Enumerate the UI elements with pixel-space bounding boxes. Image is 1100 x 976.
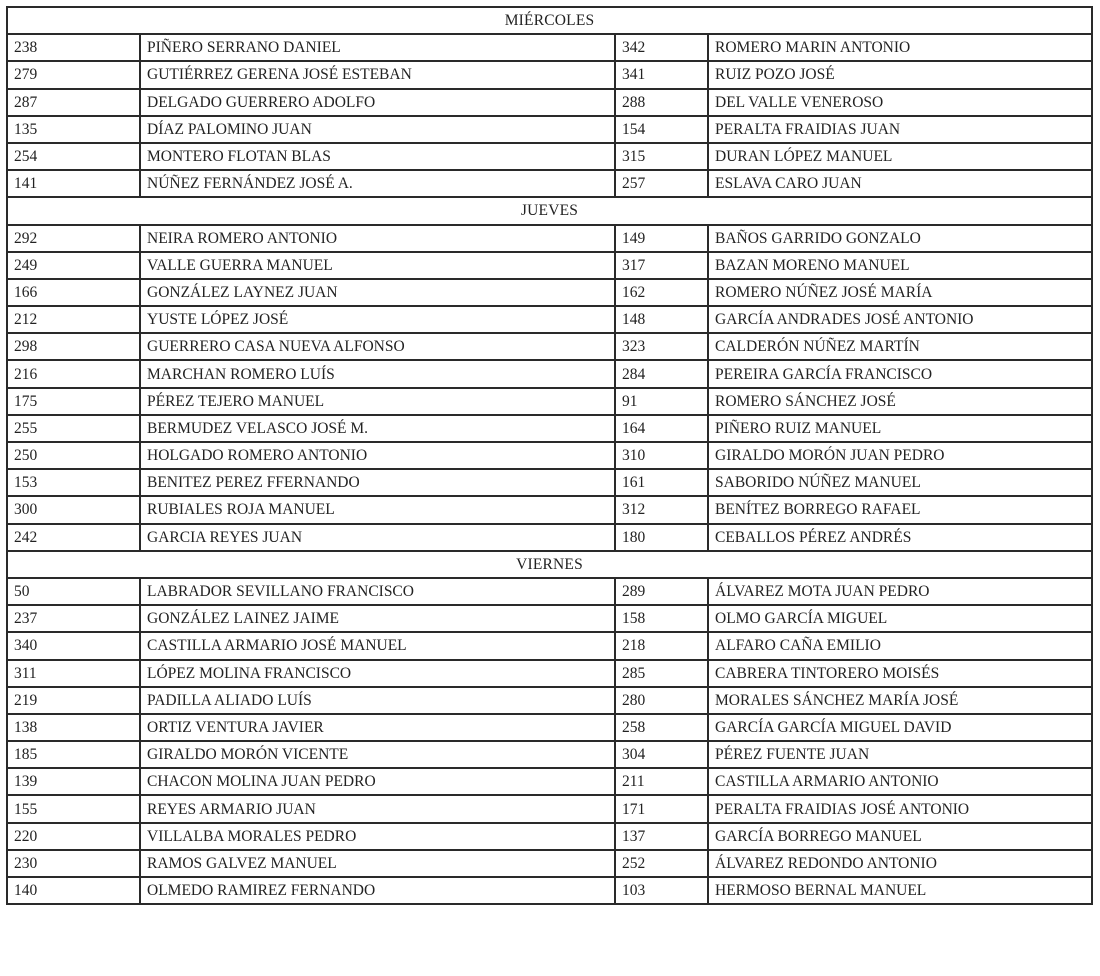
right-number-cell: 284	[615, 360, 708, 387]
left-name-cell: GONZÁLEZ LAYNEZ JUAN	[140, 279, 615, 306]
table-row	[7, 388, 1092, 415]
left-name-cell: RUBIALES ROJA MANUEL	[140, 496, 615, 523]
right-number-cell: 158	[615, 605, 708, 632]
left-number-cell: 220	[7, 823, 140, 850]
right-name-cell: PEREIRA GARCÍA FRANCISCO	[708, 360, 1092, 387]
right-name-cell: MORALES SÁNCHEZ MARÍA JOSÉ	[708, 687, 1092, 714]
right-name-cell: PERALTA FRAIDIAS JUAN	[708, 116, 1092, 143]
left-number-cell: 287	[7, 89, 140, 116]
right-name-cell: OLMO GARCÍA MIGUEL	[708, 605, 1092, 632]
table-row	[7, 61, 1092, 88]
left-name-cell: GARCIA REYES JUAN	[140, 524, 615, 551]
left-name-cell: MONTERO FLOTAN BLAS	[140, 143, 615, 170]
day-header: MIÉRCOLES	[7, 7, 1092, 34]
day-header-row	[7, 197, 1092, 224]
left-name-cell: HOLGADO ROMERO ANTONIO	[140, 442, 615, 469]
table-row	[7, 360, 1092, 387]
table-row	[7, 877, 1092, 904]
right-number-cell: 180	[615, 524, 708, 551]
right-name-cell: GARCÍA BORREGO MANUEL	[708, 823, 1092, 850]
table-row	[7, 442, 1092, 469]
right-name-cell: DURAN LÓPEZ MANUEL	[708, 143, 1092, 170]
right-number-cell: 154	[615, 116, 708, 143]
table-row	[7, 768, 1092, 795]
left-number-cell: 219	[7, 687, 140, 714]
right-name-cell: ALFARO CAÑA EMILIO	[708, 632, 1092, 659]
table-row	[7, 496, 1092, 523]
right-number-cell: 218	[615, 632, 708, 659]
right-number-cell: 161	[615, 469, 708, 496]
right-name-cell: DEL VALLE VENEROSO	[708, 89, 1092, 116]
right-number-cell: 323	[615, 333, 708, 360]
table-row	[7, 632, 1092, 659]
right-name-cell: ROMERO MARIN ANTONIO	[708, 34, 1092, 61]
left-name-cell: OLMEDO RAMIREZ FERNANDO	[140, 877, 615, 904]
left-name-cell: ORTIZ VENTURA JAVIER	[140, 714, 615, 741]
table-row	[7, 225, 1092, 252]
right-number-cell: 288	[615, 89, 708, 116]
left-number-cell: 140	[7, 877, 140, 904]
table-row	[7, 741, 1092, 768]
right-name-cell: PIÑERO RUIZ MANUEL	[708, 415, 1092, 442]
left-number-cell: 255	[7, 415, 140, 442]
left-name-cell: VALLE GUERRA MANUEL	[140, 252, 615, 279]
left-name-cell: BERMUDEZ VELASCO JOSÉ M.	[140, 415, 615, 442]
left-name-cell: PIÑERO SERRANO DANIEL	[140, 34, 615, 61]
roster-body	[7, 7, 1092, 904]
right-number-cell: 103	[615, 877, 708, 904]
table-row	[7, 89, 1092, 116]
left-number-cell: 250	[7, 442, 140, 469]
right-number-cell: 317	[615, 252, 708, 279]
left-name-cell: GIRALDO MORÓN VICENTE	[140, 741, 615, 768]
left-number-cell: 298	[7, 333, 140, 360]
right-number-cell: 285	[615, 660, 708, 687]
left-number-cell: 300	[7, 496, 140, 523]
table-row	[7, 687, 1092, 714]
right-name-cell: GIRALDO MORÓN JUAN PEDRO	[708, 442, 1092, 469]
left-number-cell: 242	[7, 524, 140, 551]
table-row	[7, 524, 1092, 551]
right-number-cell: 312	[615, 496, 708, 523]
left-name-cell: NEIRA ROMERO ANTONIO	[140, 225, 615, 252]
right-name-cell: CASTILLA ARMARIO ANTONIO	[708, 768, 1092, 795]
right-number-cell: 171	[615, 795, 708, 822]
left-number-cell: 212	[7, 306, 140, 333]
left-number-cell: 141	[7, 170, 140, 197]
right-number-cell: 257	[615, 170, 708, 197]
left-number-cell: 185	[7, 741, 140, 768]
right-number-cell: 252	[615, 850, 708, 877]
right-number-cell: 137	[615, 823, 708, 850]
table-row	[7, 605, 1092, 632]
right-name-cell: ROMERO SÁNCHEZ JOSÉ	[708, 388, 1092, 415]
left-name-cell: PÉREZ TEJERO MANUEL	[140, 388, 615, 415]
right-name-cell: ESLAVA CARO JUAN	[708, 170, 1092, 197]
right-number-cell: 341	[615, 61, 708, 88]
left-number-cell: 254	[7, 143, 140, 170]
left-name-cell: CHACON MOLINA JUAN PEDRO	[140, 768, 615, 795]
left-number-cell: 135	[7, 116, 140, 143]
table-row	[7, 823, 1092, 850]
roster-table	[6, 6, 1093, 905]
right-name-cell: GARCÍA ANDRADES JOSÉ ANTONIO	[708, 306, 1092, 333]
right-number-cell: 149	[615, 225, 708, 252]
table-row	[7, 116, 1092, 143]
right-name-cell: CALDERÓN NÚÑEZ MARTÍN	[708, 333, 1092, 360]
table-row	[7, 850, 1092, 877]
left-name-cell: PADILLA ALIADO LUÍS	[140, 687, 615, 714]
left-number-cell: 50	[7, 578, 140, 605]
right-name-cell: PÉREZ FUENTE JUAN	[708, 741, 1092, 768]
right-name-cell: CEBALLOS PÉREZ ANDRÉS	[708, 524, 1092, 551]
right-number-cell: 289	[615, 578, 708, 605]
right-name-cell: BENÍTEZ BORREGO RAFAEL	[708, 496, 1092, 523]
left-number-cell: 237	[7, 605, 140, 632]
right-name-cell: ROMERO NÚÑEZ JOSÉ MARÍA	[708, 279, 1092, 306]
left-name-cell: DÍAZ PALOMINO JUAN	[140, 116, 615, 143]
right-number-cell: 148	[615, 306, 708, 333]
right-number-cell: 162	[615, 279, 708, 306]
table-row	[7, 795, 1092, 822]
table-row	[7, 34, 1092, 61]
left-name-cell: CASTILLA ARMARIO JOSÉ MANUEL	[140, 632, 615, 659]
right-name-cell: BAZAN MORENO MANUEL	[708, 252, 1092, 279]
right-name-cell: GARCÍA GARCÍA MIGUEL DAVID	[708, 714, 1092, 741]
left-number-cell: 138	[7, 714, 140, 741]
table-row	[7, 714, 1092, 741]
left-number-cell: 155	[7, 795, 140, 822]
right-name-cell: PERALTA FRAIDIAS JOSÉ ANTONIO	[708, 795, 1092, 822]
left-number-cell: 175	[7, 388, 140, 415]
right-number-cell: 310	[615, 442, 708, 469]
right-number-cell: 342	[615, 34, 708, 61]
left-number-cell: 216	[7, 360, 140, 387]
day-header-row	[7, 551, 1092, 578]
right-name-cell: ÁLVAREZ MOTA JUAN PEDRO	[708, 578, 1092, 605]
day-header: VIERNES	[7, 551, 1092, 578]
left-number-cell: 153	[7, 469, 140, 496]
left-name-cell: REYES ARMARIO JUAN	[140, 795, 615, 822]
left-name-cell: GUTIÉRREZ GERENA JOSÉ ESTEBAN	[140, 61, 615, 88]
left-name-cell: GUERRERO CASA NUEVA ALFONSO	[140, 333, 615, 360]
right-number-cell: 211	[615, 768, 708, 795]
left-name-cell: LABRADOR SEVILLANO FRANCISCO	[140, 578, 615, 605]
table-row	[7, 252, 1092, 279]
left-number-cell: 249	[7, 252, 140, 279]
right-number-cell: 280	[615, 687, 708, 714]
table-row	[7, 279, 1092, 306]
table-row	[7, 578, 1092, 605]
left-name-cell: YUSTE LÓPEZ JOSÉ	[140, 306, 615, 333]
table-row	[7, 660, 1092, 687]
right-name-cell: SABORIDO NÚÑEZ MANUEL	[708, 469, 1092, 496]
table-row	[7, 170, 1092, 197]
table-row	[7, 469, 1092, 496]
left-number-cell: 166	[7, 279, 140, 306]
right-number-cell: 91	[615, 388, 708, 415]
left-name-cell: GONZÁLEZ LAINEZ JAIME	[140, 605, 615, 632]
table-row	[7, 415, 1092, 442]
left-number-cell: 311	[7, 660, 140, 687]
right-name-cell: HERMOSO BERNAL MANUEL	[708, 877, 1092, 904]
right-name-cell: BAÑOS GARRIDO GONZALO	[708, 225, 1092, 252]
left-name-cell: VILLALBA MORALES PEDRO	[140, 823, 615, 850]
left-name-cell: NÚÑEZ FERNÁNDEZ JOSÉ A.	[140, 170, 615, 197]
right-name-cell: ÁLVAREZ REDONDO ANTONIO	[708, 850, 1092, 877]
table-row	[7, 143, 1092, 170]
left-name-cell: BENITEZ PEREZ FFERNANDO	[140, 469, 615, 496]
left-number-cell: 279	[7, 61, 140, 88]
left-number-cell: 230	[7, 850, 140, 877]
left-number-cell: 238	[7, 34, 140, 61]
right-number-cell: 304	[615, 741, 708, 768]
left-name-cell: DELGADO GUERRERO ADOLFO	[140, 89, 615, 116]
left-number-cell: 292	[7, 225, 140, 252]
day-header: JUEVES	[7, 197, 1092, 224]
table-row	[7, 306, 1092, 333]
right-number-cell: 258	[615, 714, 708, 741]
right-name-cell: CABRERA TINTORERO MOISÉS	[708, 660, 1092, 687]
left-name-cell: RAMOS GALVEZ MANUEL	[140, 850, 615, 877]
right-number-cell: 315	[615, 143, 708, 170]
table-row	[7, 333, 1092, 360]
right-name-cell: RUIZ POZO JOSÉ	[708, 61, 1092, 88]
left-number-cell: 340	[7, 632, 140, 659]
left-name-cell: MARCHAN ROMERO LUÍS	[140, 360, 615, 387]
left-name-cell: LÓPEZ MOLINA FRANCISCO	[140, 660, 615, 687]
left-number-cell: 139	[7, 768, 140, 795]
day-header-row	[7, 7, 1092, 34]
right-number-cell: 164	[615, 415, 708, 442]
